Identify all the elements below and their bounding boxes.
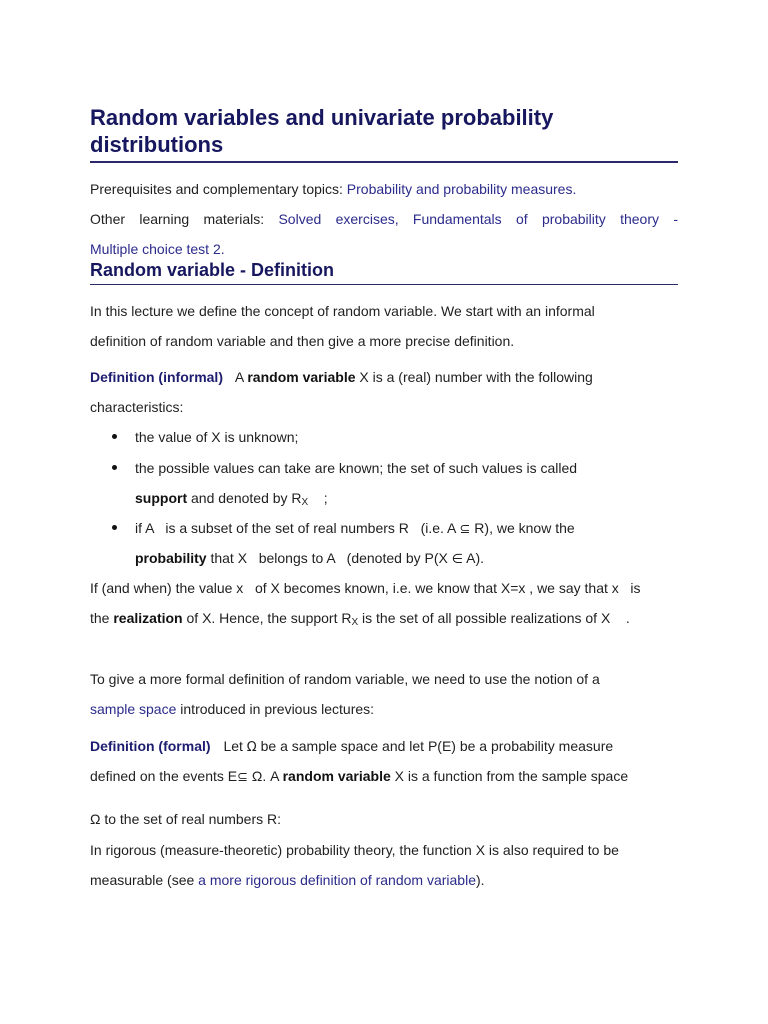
bullet-text: ; [308, 490, 328, 506]
probability-measures-link[interactable]: Probability and probability measures. [346, 181, 577, 197]
random-variable-term: random variable [282, 768, 391, 784]
subscript: X [301, 497, 309, 508]
bullet-item-3-line-2 [135, 549, 484, 569]
bullet-text: R), we know the [470, 520, 575, 536]
rigorous-text: ). [475, 872, 485, 888]
definition-informal-label: Definition (informal) [90, 369, 223, 385]
support-term: support [135, 490, 188, 506]
formal-intro-line-1: To give a more formal definition of random variable, we need to use the notion of a [90, 671, 600, 687]
formal-intro-line-2 [90, 700, 374, 718]
omega-symbol: Ω [246, 740, 257, 755]
title-rule [90, 161, 678, 163]
bullet-item-3 [135, 519, 575, 539]
bullet-dot [112, 465, 117, 470]
realization-text: the [90, 610, 114, 626]
sample-space-link[interactable]: sample space [90, 701, 177, 717]
definition-text: X is a function from the sample space [390, 768, 629, 784]
multiple-choice-test-link[interactable]: Multiple choice test 2. [90, 241, 225, 257]
definition-text: defined on the events E [90, 768, 238, 784]
random-variable-term: random variable [247, 369, 356, 385]
section-heading: Random variable - Definition [90, 260, 335, 280]
other-materials-line [90, 210, 678, 228]
element-of-symbol: ∈ [451, 552, 464, 567]
definition-text: Let [223, 738, 247, 754]
realization-text: of X. Hence, the support R [182, 610, 352, 626]
bullet-item-2: the possible values can take are known; the set of such values is called [135, 460, 578, 476]
rigorous-text: measurable (see [90, 872, 199, 888]
subset-symbol: ⊆ [459, 522, 471, 537]
definition-text: be a sample space and let P(E) be a probability measure [256, 738, 614, 754]
definition-formal-label: Definition (formal) [90, 738, 211, 754]
other-materials-line-2 [90, 240, 225, 258]
intro-line-2: definition of random variable and then give a more precise definition. [90, 333, 515, 349]
subscript: X [351, 617, 359, 628]
bullet-text: that X belongs to A (denoted by P(X [206, 550, 452, 566]
bullet-text: and denoted by R [187, 490, 302, 506]
definition-text: Ω. A [248, 768, 283, 784]
definition-text: X is a (real) number with the following [355, 369, 593, 385]
bullet-item-2-line-2 [135, 489, 328, 512]
realization-line-1: If (and when) the value x of X becomes known, i.e. we know that X=x , we say that x is [90, 580, 641, 596]
page-title: Random variables and univariate probability distributions [90, 105, 554, 157]
subset-symbol: ⊆ [237, 770, 249, 785]
other-materials-label: Other learning materials: [90, 211, 279, 227]
bullet-item-1: the value of X is unknown; [135, 429, 299, 445]
rigorous-definition-link[interactable]: a more rigorous definition of random variable [198, 872, 476, 888]
definition-informal-line-2: characteristics: [90, 399, 184, 415]
definition-text: A [234, 369, 248, 385]
rigorous-line-1: In rigorous (measure-theoretic) probability theory, the function X is also required to be [90, 842, 619, 858]
definition-formal-line-2 [90, 767, 628, 787]
realization-text: is the set of all possible realizations of X . [358, 610, 630, 626]
bullet-dot [112, 434, 117, 439]
section-rule [90, 284, 678, 285]
rigorous-line-2 [90, 871, 485, 889]
realization-term: realization [113, 610, 183, 626]
formal-intro-text: introduced in previous lectures: [176, 701, 375, 717]
probability-term: probability [135, 550, 207, 566]
solved-exercises-link[interactable]: Solved exercises, Fundamentals of probability theory - [278, 211, 678, 227]
definition-formal-line-3: Ω to the set of real numbers R: [90, 811, 281, 827]
intro-line-1: In this lecture we define the concept of random variable. We start with an informal [90, 303, 595, 319]
bullet-dot [112, 525, 117, 530]
bullet-text: if A is a subset of the set of real numbers R (i.e. A [135, 520, 460, 536]
prerequisites-line [90, 180, 576, 198]
definition-formal [90, 737, 613, 757]
realization-line-2 [90, 609, 630, 632]
prerequisites-label: Prerequisites and complementary topics: [90, 181, 347, 197]
bullet-text: A). [463, 550, 485, 566]
definition-informal [90, 368, 593, 386]
